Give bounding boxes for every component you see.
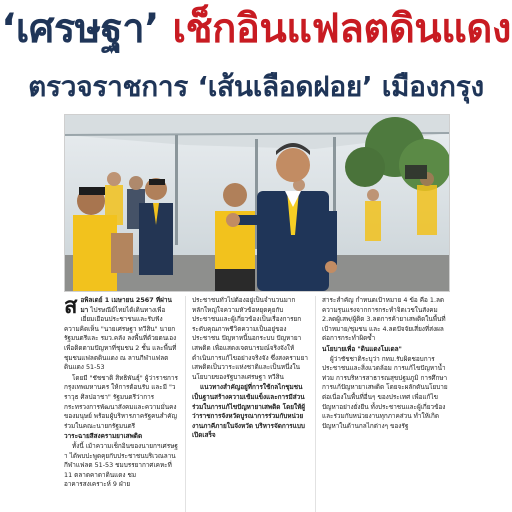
article-paragraph: ผู้ว่าชัชชาติระบุว่า กทม.รับผิดชอบการประชาชนและสิ่งแวดล้อม การแก้ไขปัญหาน้ำท่วม การบริหารสาธารณสุขปฐมภูมิ การศึกษา การแก้ปัญหายาเสพติด โดยจะผลักดันนโยบายต่อเนื่องในพื้นที่อื่นๆ ของประเทศ เพื่อแก้ไขปัญหาอย่างยั่งยืน ทั้งประชาชนและผู้เกี่ยวข้องและร่วมกับหน่วยงานทุกภาคส่วน ทำให้เกิดปัญหาในด้านกลไกต่างๆ ของรัฐ: [322, 354, 448, 430]
column-divider: [315, 296, 316, 512]
article-column-1: [64, 296, 178, 512]
article-paragraph: แนวทางสำคัญอยู่ที่การใช้กลไกชุมชน เป็นฐานสร้างความเข้มแข็งและการมีส่วนร่วมในการแก้ไขปัญหายาเสพติด โดยให้ผู้ว่าราชการจังหวัดบูรณาการร่วมกับหน่วยงานภาคีภายในจังหวัด บริหารจัดการแบบเปิดเสร็จ: [192, 383, 306, 440]
article-column-2: [192, 296, 308, 512]
article-subheading: วาระฉายสีสงครามยาเสพติด: [64, 432, 143, 441]
subheadline: ตรวจราชการ ‘เส้นเลือดฝอย’ เมืองกรุง: [28, 70, 484, 103]
headline: [0, 6, 512, 52]
article-subheading: นโยบายเพื่อ "ดินแดงโมเดล": [322, 344, 402, 353]
headline-rest: เช็กอินแฟลตดินแดง: [158, 6, 511, 52]
column-divider: [185, 296, 186, 512]
article-paragraph: ประชาชนทั่วไปต้องอยู่เป็นจำนวนมาก หลักใหญ่ใจความหัวข้อหยุดคุยกับประชาชนและผู้เกี่ยวข้องเป็นเรื่องการยกระดับคุณภาพชีวิตความเป็นอยู่ของประชาชน ปัญหาหนี้นอกระบบ ปัญหายาเสพติด เพื่อแสดงเจตนารมณ์จริงจังให้ดำเนินการแก้ไขอย่างจริงจัง ซึ่งสงครามยาเสพติดเป็นวาระแห่งชาติและเป็นหนึ่งในนโยบายของรัฐบาลเศรษฐา ทวีสิน: [192, 296, 308, 381]
article-paragraph: ทั้งนี้ เม้าความเช็กอินของนายกฯเศรษฐา ได้พบปะพูดคุยกับประชาชนบริเวณลานกีฬาแฟลต 51-53 ชมบรรยากาศเคหะที่ 11 ตลาดคาดาดินแดง ชมอาคารสงเคราะห์ 9 ฝ่าย: [64, 441, 178, 489]
article-body: [64, 296, 448, 512]
drop-cap: ส: [64, 296, 78, 319]
article-paragraph: ไปรษณีย์ไทยได้เดินทางเพื่อเยี่ยมเยือนประชาชนและรับฟังความคิดเห็น "นายเศรษฐา ทวีสิน" นายกรัฐมนตรีและ รมว.คลัง ลงพื้นที่ด้วยตนเองเพื่อติดตามปัญหาที่ชุมชน 2 ชั้น และพื้นที่ชุมชนแฟลตดินแดง ณ ลานกีฬาแฟลตดินแดง 51-53: [64, 305, 177, 372]
headline-name: ‘เศรษฐา’: [1, 6, 159, 52]
article-paragraph: โดยมี "ชัชชาติ สิทธิพันธุ์" ผู้ว่าราชการกรุงเทพมหานคร ให้การต้อนรับ และมี "วราวุธ ศิลปอาชา" รัฐมนตรีว่าการกระทรวงการพัฒนาสังคมและความมั่นคงของมนุษย์ พร้อมผู้บริหารภาครัฐคนสำคัญร่วมในคณะนายกรัฐมนตรี: [64, 373, 178, 430]
article-paragraph: สาระสำคัญ กำหนดเป้าหมาย 4 ข้อ คือ 1.ลดความรุนแรงจากการกระทำจิตเวชในสังคม 2.ลดผู้เสพ/ผู้ติด 3.ลดการค้ายาเสพติดในพื้นที่เป้าหมาย/ชุมชน และ 4.ลดปัจจัยเสี่ยงที่ส่งผลต่อการกระทำผิดซ้ำ: [322, 296, 446, 343]
article-column-3: [322, 296, 448, 512]
news-photo: [64, 114, 450, 292]
article-dateline: อพิลเดย์ 1 เมษายน 2567 ที่ผ่านมา: [80, 296, 172, 314]
article-lead-paragraph: [64, 296, 178, 373]
